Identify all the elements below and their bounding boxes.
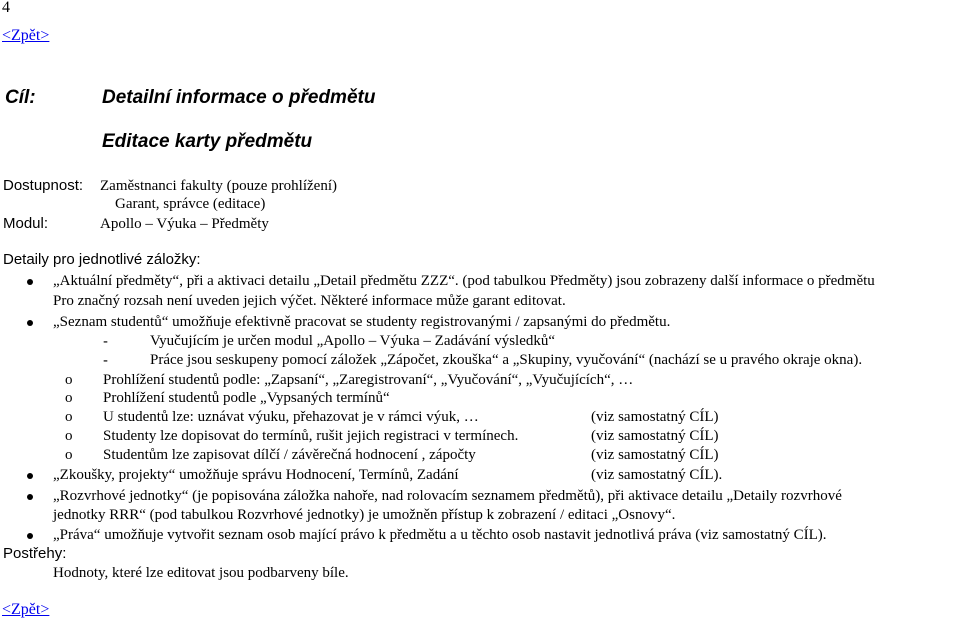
page-number: 4: [2, 0, 10, 16]
notes-label: Postřehy:: [3, 545, 67, 562]
details-title: Detaily pro jednotlivé záložky:: [3, 251, 201, 268]
bullet-dot-2: [27, 320, 33, 326]
bullet-4-line-2: jednotky RRR“ (pod tabulkou Rozvrhové jednotky) je umožněn přístup k zobrazení / editaci „Osnovy“.: [53, 507, 676, 523]
goal-subtitle: Editace karty předmětu: [102, 131, 313, 152]
bullet-3: „Zkoušky, projekty“ umožňuje správu Hodnocení, Termínů, Zadání: [53, 467, 459, 483]
circle-item-3-note: (viz samostatný CÍL): [591, 409, 719, 425]
bullet-dot-1: [27, 279, 33, 285]
access-line-2: Garant, správce (editace): [115, 196, 266, 212]
circle-item-5-note: (viz samostatný CÍL): [591, 447, 719, 463]
goal-title: Detailní informace o předmětu: [102, 87, 376, 108]
access-line-1: Zaměstnanci fakulty (pouze prohlížení): [100, 178, 337, 194]
bullet-5: „Práva“ umožňuje vytvořit seznam osob mající právo k předmětu a u těchto osob nastavit jednotlivá práva (viz samostatný CÍL).: [53, 527, 827, 543]
back-link-top[interactable]: <Zpět>: [2, 27, 50, 44]
circle-item-3: U studentů lze: uznávat výuku, přehazovat je v rámci výuk, …: [103, 409, 479, 425]
bullet-1-line-2: Pro značný rozsah není uveden jejich výčet. Některé informace může garant editovat.: [53, 293, 566, 309]
notes-text: Hodnoty, které lze editovat jsou podbarveny bíle.: [53, 565, 349, 581]
back-link-bottom[interactable]: <Zpět>: [2, 601, 50, 618]
circle-item-4: Studenty lze dopisovat do termínů, rušit jejich registraci v termínech.: [103, 428, 519, 444]
bullet-dot-5: [27, 533, 33, 539]
circle-marker-4: o: [65, 428, 73, 444]
circle-marker-3: o: [65, 409, 73, 425]
circle-item-4-note: (viz samostatný CÍL): [591, 428, 719, 444]
dash-marker-2: -: [103, 352, 108, 369]
bullet-dot-4: [27, 494, 33, 500]
circle-marker-1: o: [65, 372, 73, 388]
bullet-1-line-1: „Aktuální předměty“, při a aktivaci detailu „Detail předmětu ZZZ“. (pod tabulkou Předměty) jsou zobrazeny další informace o předmětu: [53, 273, 875, 289]
bullet-4-line-1: „Rozvrhové jednotky“ (je popisována záložka nahoře, nad rolovacím seznamem předmětů), při aktivace detailu „Detaily rozvrhové: [53, 488, 842, 504]
bullet-2: „Seznam studentů“ umožňuje efektivně pracovat se studenty registrovanými / zapsanými do předmětu.: [53, 314, 671, 330]
circle-marker-2: o: [65, 390, 73, 406]
circle-item-5: Studentům lze zapisovat dílčí / závěrečná hodnocení , zápočty: [103, 447, 476, 463]
dash-item-2: Práce jsou seskupeny pomocí záložek „Zápočet, zkouška“ a „Skupiny, vyučování“ (nachází se u pravého okraje okna).: [150, 352, 863, 368]
circle-item-1: Prohlížení studentů podle: „Zapsaní“, „Zaregistrovaní“, „Vyučování“, „Vyučujících“, …: [103, 372, 634, 388]
dash-marker-1: -: [103, 333, 108, 350]
goal-label: Cíl:: [5, 87, 36, 108]
bullet-3-note: (viz samostatný CÍL).: [591, 467, 723, 483]
circle-marker-5: o: [65, 447, 73, 463]
dash-item-1: Vyučujícím je určen modul „Apollo – Výuka – Zadávání výsledků“: [150, 333, 556, 349]
bullet-dot-3: [27, 473, 33, 479]
module-value: Apollo – Výuka – Předměty: [100, 216, 269, 232]
access-label: Dostupnost:: [3, 177, 84, 194]
circle-item-2: Prohlížení studentů podle „Vypsaných termínů“: [103, 390, 390, 406]
module-label: Modul:: [3, 215, 49, 232]
